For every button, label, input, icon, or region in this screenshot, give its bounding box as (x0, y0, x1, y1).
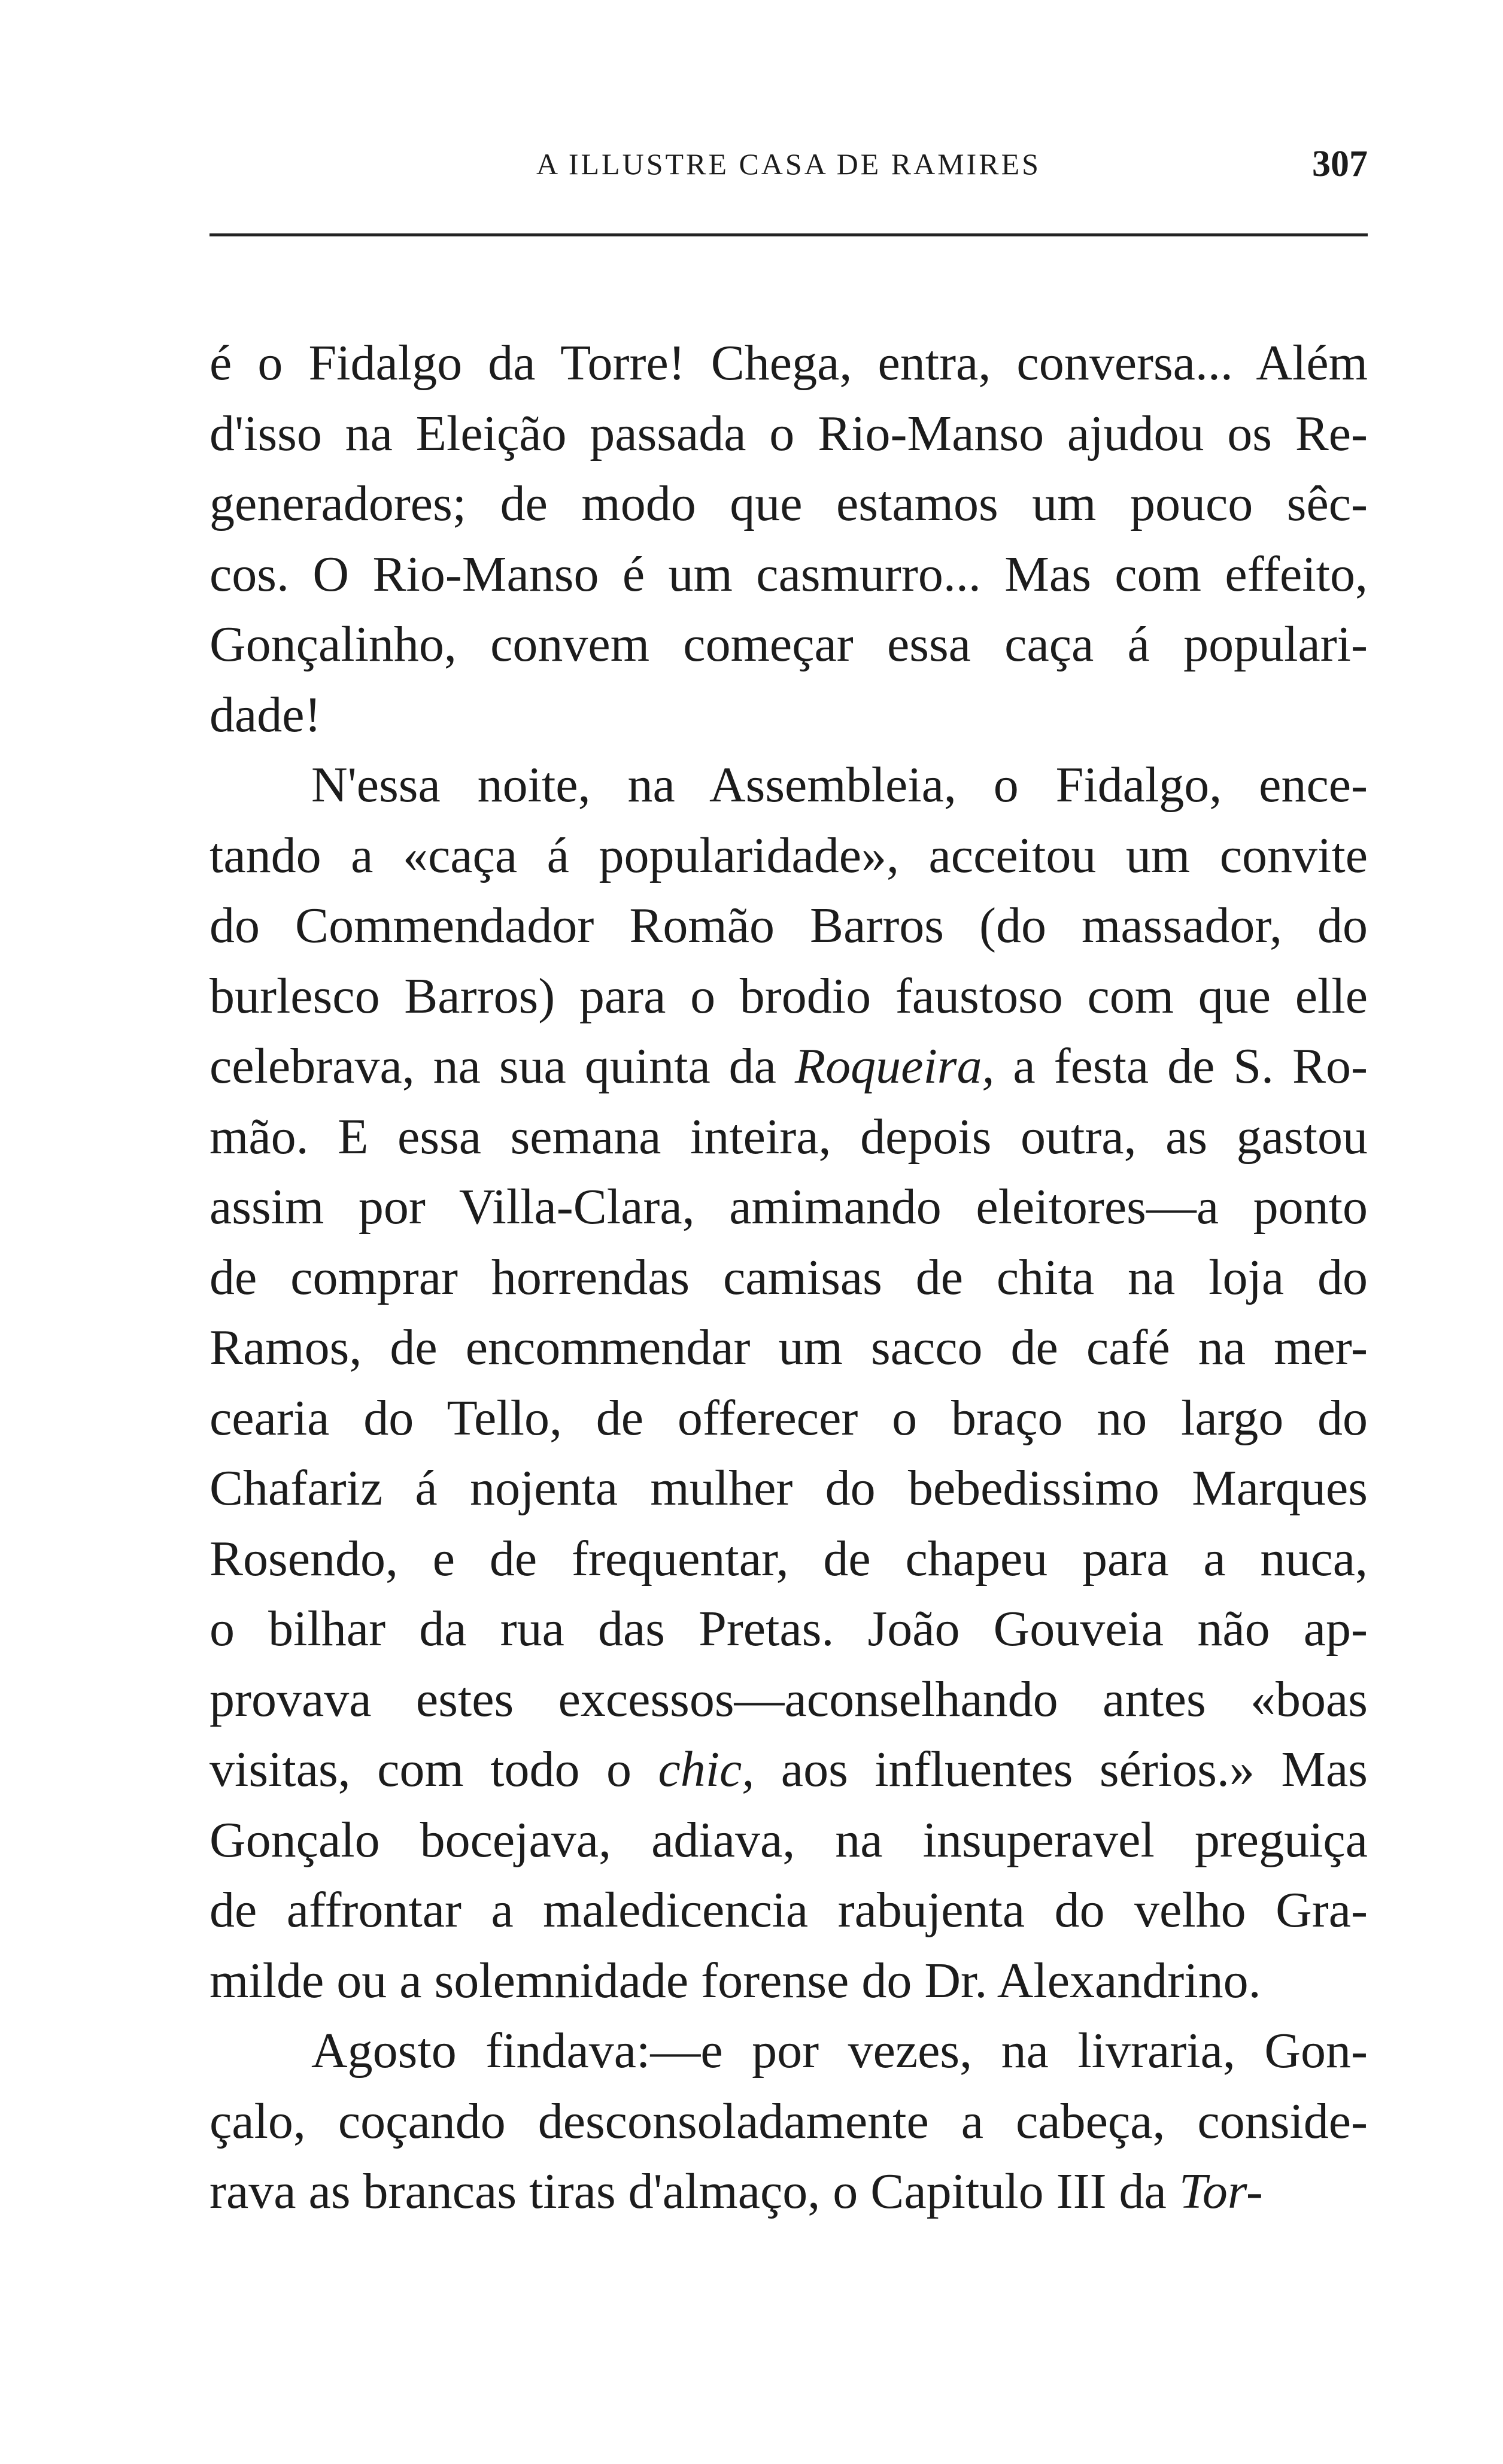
text-line: Gonçalinho, convem começar essa caça á populari- (209, 616, 1368, 672)
text-line: generadores; de modo que estamos um pouco sêc- (209, 476, 1368, 531)
text-line: é o Fidalgo da Torre! Chega, entra, conversa... Além (209, 335, 1368, 391)
text-line: o bilhar da rua das Pretas. João Gouveia não ap- (209, 1601, 1368, 1657)
text-line: cearia do Tello, de offerecer o braço no largo do (209, 1390, 1368, 1446)
text-line: mão. E essa semana inteira, depois outra, as gastou (209, 1108, 1368, 1165)
text-segment: aos influentes sérios.» Mas (754, 1742, 1368, 1797)
text-line: de affrontar a maledicencia rabujenta do velho Gra- (209, 1882, 1368, 1938)
text-line: Agosto findava:—e por vezes, na livraria, Gon- (311, 2023, 1368, 2079)
body-text (209, 328, 1368, 2227)
running-head (209, 144, 1368, 195)
text-line: çalo, coçando desconsoladamente a cabeça, conside- (209, 2093, 1368, 2149)
text-line: Rosendo, e de frequentar, de chapeu para a nuca, (209, 1530, 1368, 1587)
text-line: assim por Villa-Clara, amimando eleitores—a ponto (209, 1179, 1368, 1235)
text-line: milde ou a solemnidade forense do Dr. Alexandrino. (209, 1952, 1261, 2009)
text-line: Gonçalo bocejava, adiava, na insuperavel preguiça (209, 1812, 1368, 1868)
text-segment: a festa de S. Ro- (994, 1038, 1368, 1094)
text-line (209, 2156, 1368, 2227)
text-line: do Commendador Romão Barros (do massador, do (209, 898, 1368, 953)
italic-place-name: Roqueira, (794, 1038, 995, 1094)
text-line: N'essa noite, na Assembleia, o Fidalgo, ence- (311, 757, 1368, 813)
text-line: d'isso na Eleição passada o Rio-Manso ajudou os Re- (209, 405, 1368, 461)
italic-word: Tor- (1179, 2164, 1263, 2219)
text-line: dade! (209, 686, 321, 743)
page-number: 307 (1312, 144, 1368, 184)
text-line (209, 1031, 1368, 1102)
running-title: A ILLUSTRE CASA DE RAMIRES (536, 147, 1041, 181)
text-segment: celebrava, na sua quinta da (209, 1038, 795, 1094)
text-line: cos. O Rio-Manso é um casmurro... Mas com effeito, (209, 546, 1368, 602)
text-line: tando a «caça á popularidade», acceitou um convite (209, 827, 1368, 883)
text-line: provava estes excessos—aconselhando antes «boas (209, 1671, 1368, 1727)
header-rule (209, 233, 1368, 236)
text-segment: rava as brancas tiras d'almaço, o Capitulo III da (209, 2164, 1179, 2219)
text-line: burlesco Barros) para o brodio faustoso com que elle (209, 968, 1368, 1024)
italic-word: chic, (658, 1742, 755, 1797)
text-line: Ramos, de encommendar um sacco de café na mer- (209, 1320, 1368, 1375)
text-segment: visitas, com todo o (209, 1742, 658, 1797)
text-line (209, 1734, 1368, 1805)
text-line: Chafariz á nojenta mulher do bebedissimo Marques (209, 1460, 1368, 1516)
text-line: de comprar horrendas camisas de chita na loja do (209, 1249, 1368, 1305)
